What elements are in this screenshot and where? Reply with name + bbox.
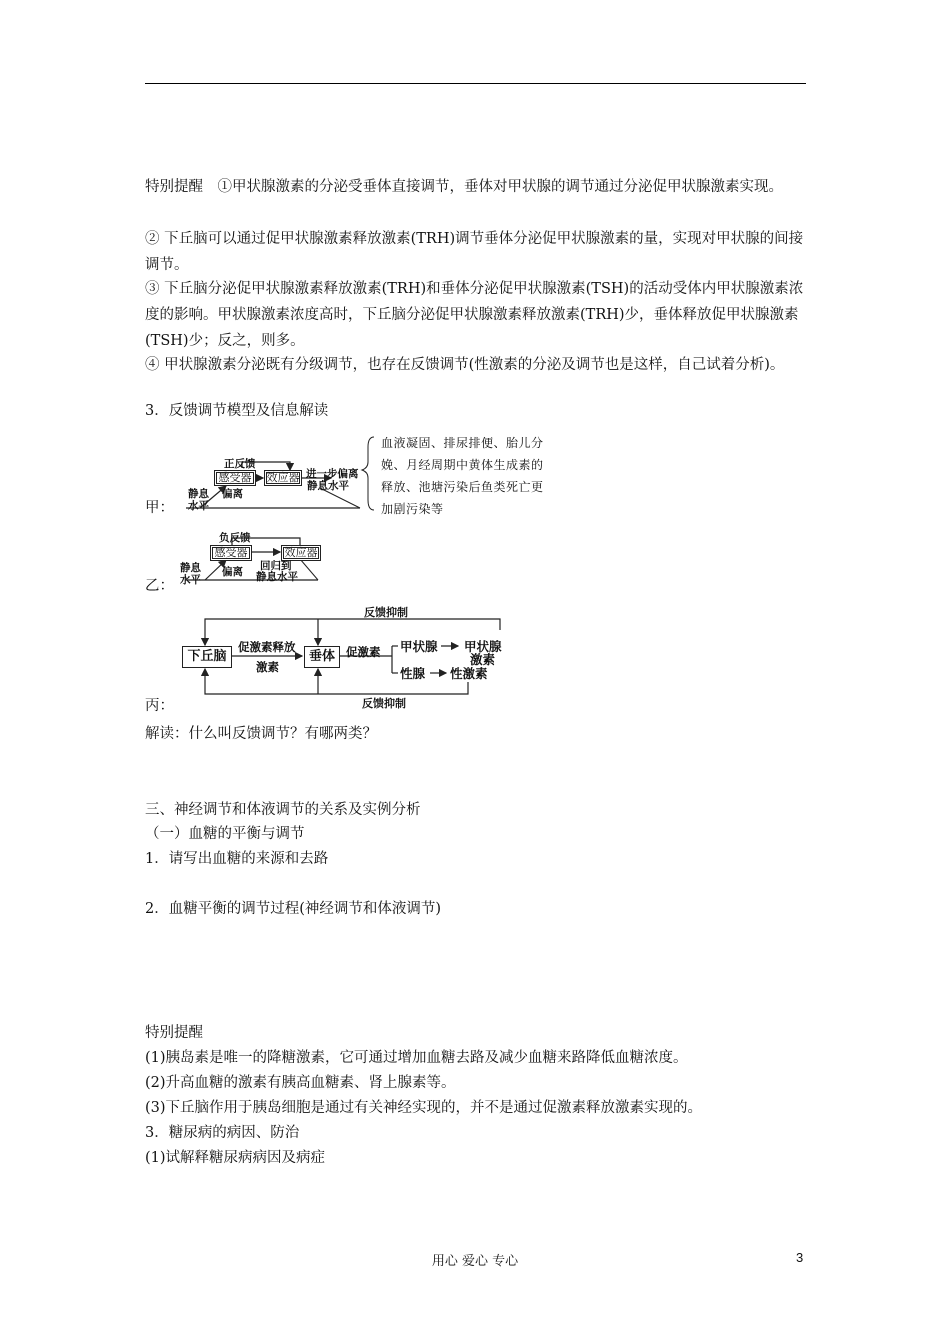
paragraph-special-note-1: 特别提醒 ①甲状腺激素的分泌受垂体直接调节，垂体对甲状腺的调节通过分泌促甲状腺激素实现。 xyxy=(145,179,783,195)
note-item-3: (3)下丘脑作用于胰岛细胞是通过有关神经实现的，并不是通过促激素释放激素实现的。 xyxy=(145,1100,703,1116)
level-label-yi: 水平 xyxy=(180,574,201,586)
positive-feedback-label: 正反馈 xyxy=(224,458,256,470)
note-item-1: (1)胰岛素是唯一的降糖激素，它可通过增加血糖去路及减少血糖来路降低血糖浓度。 xyxy=(145,1050,688,1066)
negative-feedback-label: 负反馈 xyxy=(219,532,251,544)
note-item-2: (2)升高血糖的激素有胰高血糖素、肾上腺素等。 xyxy=(145,1075,456,1091)
level-label: 水平 xyxy=(188,500,209,512)
section-heading-3: 三、神经调节和体液调节的关系及实例分析 xyxy=(145,802,421,818)
paragraph-note-3: ③ 下丘脑分泌促甲状腺激素释放激素(TRH)和垂体分泌促甲状腺激素(TSH)的活动受体内甲状腺激素浓度的影响。甲状腺激素浓度高时，下丘脑分泌促甲状腺激素释放激素(TRH)少，垂体释放促甲状腺激素(TSH)少；反之，则多。 xyxy=(145,281,804,349)
effector-box: 效应器 xyxy=(264,470,302,486)
releasing-hormone-label-1: 促激素释放 xyxy=(238,640,296,654)
paragraph-note-2: ② 下丘脑可以通过促甲状腺激素释放激素(TRH)调节垂体分泌促甲状腺激素的量，实现对甲状腺的间接调节。 xyxy=(145,231,804,273)
effector-box-yi: 效应器 xyxy=(281,545,321,561)
positive-feedback-examples: 血液凝固、排尿排便、胎儿分娩、月经周期中黄体生成素的释放、池塘污染后鱼类死亡更加剧污染等 xyxy=(381,436,544,516)
paragraph-interpretation: 解读：什么叫反馈调节？有哪两类？ xyxy=(145,726,377,742)
rest-level-label-yi: 静息水平 xyxy=(256,571,298,583)
rest-label: 静息 xyxy=(188,488,209,500)
thyroid-hormone-label-1: 甲状腺 xyxy=(464,639,502,654)
receptor-box: 感受器 xyxy=(214,470,256,486)
diagram-bing-label: 丙： xyxy=(145,698,174,714)
sex-hormone-label: 性激素 xyxy=(450,666,488,681)
hypothalamus-box: 下丘脑 xyxy=(182,646,232,668)
special-note-heading: 特别提醒 xyxy=(145,1025,203,1041)
subsection-blood-sugar: （一）血糖的平衡与调节 xyxy=(145,826,305,842)
thyroid-hormone-label-2: 激素 xyxy=(470,652,496,667)
gonad-label: 性腺 xyxy=(400,666,426,681)
rest-level-right-label: 静息水平 xyxy=(307,480,349,492)
thyroid-label: 甲状腺 xyxy=(400,639,438,654)
deviation-label: 偏离 xyxy=(222,488,243,500)
section-heading-feedback-model: 3．反馈调节模型及信息解读 xyxy=(145,403,329,419)
deviation-label-yi: 偏离 xyxy=(222,566,243,578)
question-1: 1．请写出血糖的来源和去路 xyxy=(145,851,329,867)
receptor-box-yi: 感受器 xyxy=(210,545,252,561)
section-diabetes: 3．糖尿病的病因、防治 xyxy=(145,1125,300,1141)
question-2: 2．血糖平衡的调节过程(神经调节和体液调节) xyxy=(145,901,442,917)
feedback-inhibition-bottom: 反馈抑制 xyxy=(362,697,406,710)
feedback-inhibition-top: 反馈抑制 xyxy=(364,606,408,619)
diagram-jia-label: 甲： xyxy=(145,500,174,516)
back-to-label: 回归到 xyxy=(260,560,292,572)
page-number: 3 xyxy=(796,1250,804,1265)
diagram-yi-label: 乙： xyxy=(145,578,174,594)
footer-text: 用心 爱心 专心 xyxy=(431,1254,519,1269)
releasing-hormone-label-2: 激素 xyxy=(256,660,279,674)
rest-label-yi: 静息 xyxy=(180,562,201,574)
further-deviation-label: 进一步偏离 xyxy=(306,468,359,480)
tropic-hormone-label: 促激素 xyxy=(346,645,381,659)
pituitary-box: 垂体 xyxy=(304,646,340,668)
paragraph-note-4: ④ 甲状腺激素分泌既有分级调节，也存在反馈调节(性激素的分泌及调节也是这样，自己试着分析)。 xyxy=(145,357,785,373)
question-diabetes-1: (1)试解释糖尿病病因及病症 xyxy=(145,1150,326,1166)
